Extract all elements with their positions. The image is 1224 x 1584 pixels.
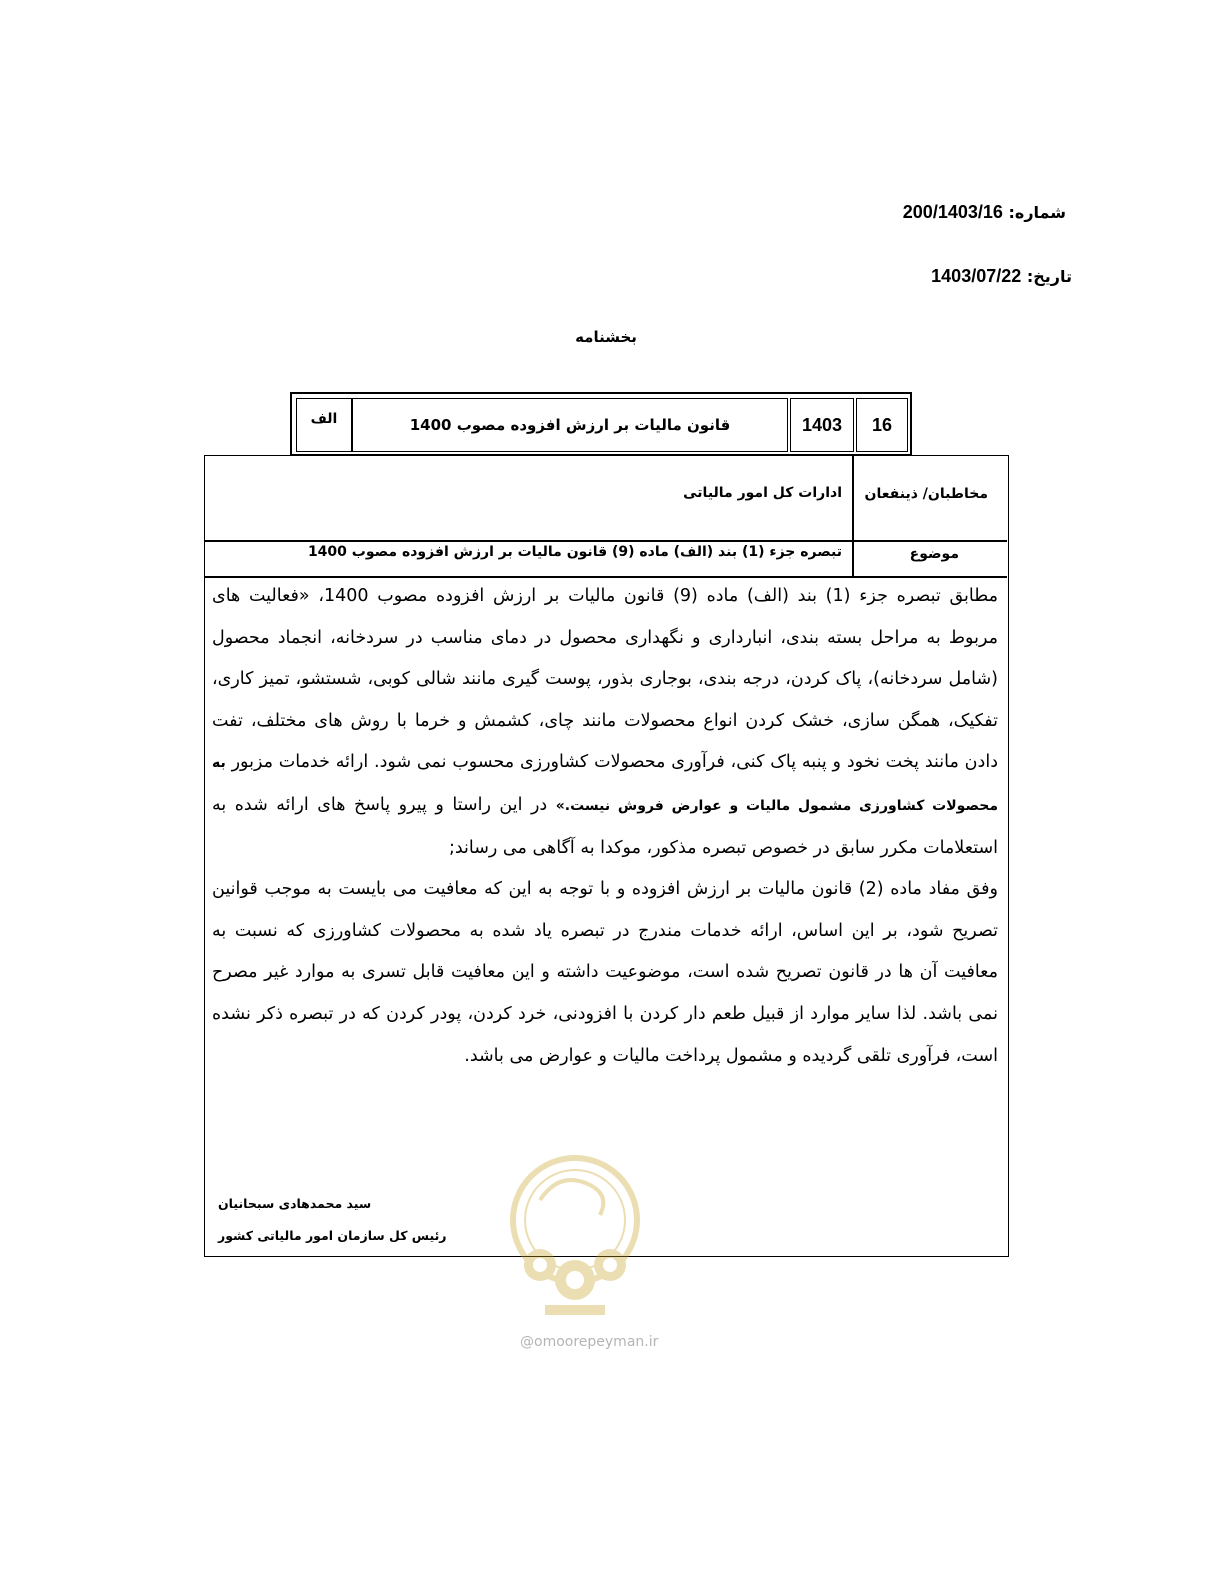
body-paragraph-1-start: مطابق تبصره جزء (1) بند (الف) ماده (9) قانون مالیات بر ارزش افزوده مصوب 1400، «فعالیت های مربوط به مراحل بسته بندی، انبارداری و نگهداری محصول در دمای مناسب در سردخانه، انجماد محصول (شامل سردخانه)، پاک کردن، درجه بندی، بوجاری بذور، پوست گیری مانند شالی کوبی، شستشو، تمیز کاری، تفکیک، همگن سازی، خشک کردن انواع محصولات مانند چای، کشمش و خرما با روش های مختلف، تفت دادن مانند پخت نخود و پنبه پاک کنی، فرآوری محصولات کشاورزی محسوب نمی شود. ارائه خدمات مزبور [212, 586, 998, 773]
subject-value: تبصره جزء (1) بند (الف) ماده (9) قانون مالیات بر ارزش افزوده مصوب 1400 [307, 544, 842, 560]
letter-date [931, 266, 1072, 287]
circular-body [212, 576, 998, 1077]
letter-date-value: 1403/07/22 [931, 266, 1022, 286]
watermark-url: @omoorepeyman.ir [520, 1334, 659, 1350]
body-paragraph-2: وفق مفاد ماده (2) قانون مالیات بر ارزش افزوده و با توجه به این که معافیت می بایست به موجب قوانین تصریح شود، بر این اساس، ارائه خدمات مندرج در تبصره یاد شده به محصولات کشاورزی که نسبت به معافیت آن ها در قانون تصریح شده است، موضوعیت داشته و این معافیت قابل تسری به موارد غیر مصرح نمی باشد. لذا سایر موارد از قبیل طعم دار کردن با افزودنی، خرد کردن، پودر کردن که در تبصره ذکر نشده است، فرآوری تلقی گردیده و مشمول پرداخت مالیات و عوارض می باشد. [212, 879, 998, 1066]
reference-number: 16 [856, 398, 908, 452]
watermark-logo [500, 1140, 650, 1330]
recipients-value: ادارات کل امور مالیاتی [683, 485, 842, 501]
row-divider [205, 540, 1007, 542]
letter-number-label: شماره: [1008, 203, 1066, 222]
body-paragraph-1-end: در این راستا و پیرو پاسخ های ارائه شده به استعلامات مکرر سابق در خصوص تبصره مذکور، موکدا به آگاهی می رساند; [212, 794, 998, 858]
body-paragraph-1-bold: به محصولات کشاورزی مشمول مالیات و عوارض فروش نیست.» [212, 755, 998, 814]
body-paragraph-1 [212, 576, 998, 869]
reference-year: 1403 [790, 398, 854, 452]
column-divider [852, 456, 854, 578]
recipients-label: مخاطبان/ ذینفعان [864, 486, 988, 502]
subject-label: موضوع [909, 546, 959, 562]
letter-number [903, 202, 1066, 223]
signatory-name: سید محمدهادی سبحانیان [218, 1196, 372, 1211]
reference-box [290, 392, 912, 456]
signatory-title: رئیس کل سازمان امور مالیاتی کشور [218, 1228, 447, 1243]
reference-law: قانون مالیات بر ارزش افزوده مصوب 1400 [352, 398, 788, 452]
letter-number-value: 200/1403/16 [902, 202, 1003, 222]
document-title: بخشنامه [575, 328, 637, 346]
reference-clause: الف [296, 398, 352, 452]
letter-date-label: تاریخ: [1026, 267, 1072, 286]
